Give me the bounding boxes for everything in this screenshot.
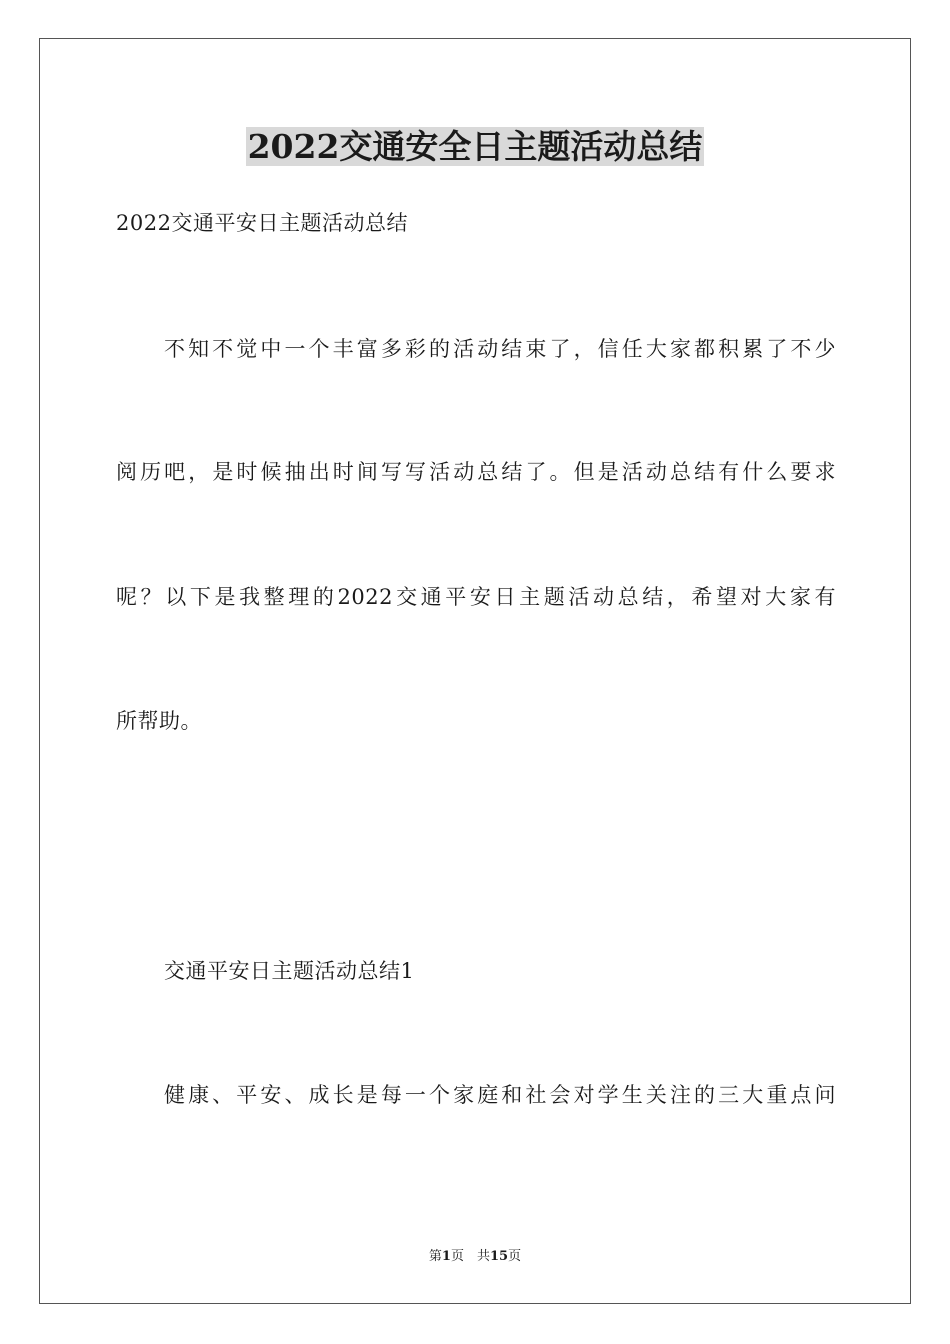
paragraph1-line2: 阅历吧，是时候抽出时间写写活动总结了。但是活动总结有什么要求: [116, 460, 836, 484]
paragraph1-line4: 所帮助。: [116, 709, 202, 733]
footer-page-suffix: 页: [508, 1249, 522, 1264]
paragraph2-line1: 健康、平安、成长是每一个家庭和社会对学生关注的三大重点问: [164, 1083, 836, 1107]
footer-page-current: 1: [441, 1249, 451, 1264]
paragraph1-line1: 不知不觉中一个丰富多彩的活动结束了，信任大家都积累了不少: [164, 337, 836, 361]
document-title: [0, 124, 950, 170]
footer-page-mid: 页 共: [450, 1249, 490, 1264]
page-footer: [0, 1248, 950, 1266]
section1-heading: 交通平安日主题活动总结1: [164, 959, 415, 983]
footer-page-total: 15: [489, 1249, 509, 1264]
document-subtitle: 2022交通平安日主题活动总结: [116, 211, 408, 235]
footer-page-prefix: 第: [428, 1249, 442, 1264]
document-title-text: 2022交通安全日主题活动总结: [247, 127, 703, 166]
paragraph1-line3: 呢？以下是我整理的2022交通平安日主题活动总结，希望对大家有: [116, 585, 836, 609]
